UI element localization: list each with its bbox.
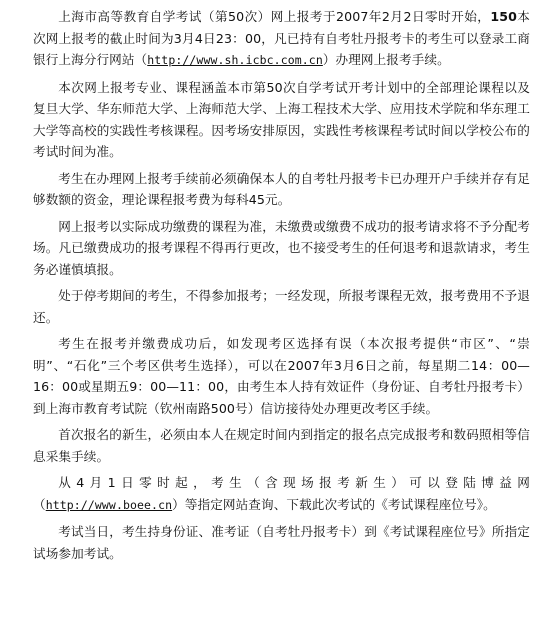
p1-number: 150 (490, 9, 517, 24)
p6-text: 考生在报考并缴费成功后，如发现考区选择有误（本次报考提供“市区”、“崇明”、“石化”三个考区供考生选择），可以在2007年3月6日之前，每星期二14：00—16：00或星期五9：00—11：00，由考生本人持有效证件（身份证、自考牡丹报考卡）到上海市教育考试院（钦州南路500号）信访接待处办理更改考区手续。 (33, 336, 530, 416)
p5-text: 处于停考期间的考生，不得参加报考；一经发现，所报考课程无效，报考费用不予退还。 (33, 288, 530, 325)
icbc-website-link[interactable]: http://www.sh.icbc.com.cn (147, 53, 323, 67)
boee-website-link[interactable]: http://www.boee.cn (45, 497, 173, 512)
p1-text-2: 本次网上报考的截止时间为3月4日23：00，凡已持有自考牡丹报考卡的考生可以登录工商银行上海分行网站（ (33, 9, 531, 67)
paragraph-courses-scope (33, 77, 530, 163)
p8-text-2: ）等指定网站查询、下载此次考试的《考试课程座位号》。 (172, 496, 496, 512)
p1-text-3: ）办理网上报考手续。 (322, 52, 450, 67)
p4-text: 网上报考以实际成功缴费的课程为准，未缴费或缴费不成功的报考请求将不予分配考场。凡已缴费成功的报考课程不得再行更改，也不接受考生的任何退考和退款请求，考生务必谨慎填报。 (33, 218, 530, 277)
p7-text: 首次报名的新生，必须由本人在规定时间内到指定的报名点完成报考和数码照相等信息采集手续。 (33, 427, 530, 464)
p3-text: 考生在办理网上报考手续前必须确保本人的自考牡丹报考卡已办理开户手续并存有足够数额的资金，理论课程报考费为每科45元。 (33, 170, 530, 207)
paragraph-region-change (33, 333, 530, 419)
paragraph-seat-number (33, 472, 530, 516)
p8-text-1: 从4月1日零时起，考生（含现场报考新生）可以登陆博益网（ (33, 475, 530, 512)
p9-text: 考试当日，考生持身份证、准考证（自考牡丹报考卡）到《考试课程座位号》所指定试场参加考试。 (33, 524, 530, 561)
paragraph-card-funds (33, 168, 530, 211)
paragraph-payment-rules (33, 216, 530, 281)
paragraph-exam-start (33, 6, 530, 72)
paragraph-new-students (33, 424, 530, 467)
paragraph-exam-day (33, 521, 530, 564)
p2-text: 本次网上报考专业、课程涵盖本市第50次自学考试开考计划中的全部理论课程以及复旦大学、华东师范大学、上海师范大学、上海工程技术大学、应用技术学院和华东理工大学等高校的实践性考核课程。因考场安排原因，实践性考核课程考试时间以学校公布的考试时间为准。 (33, 79, 530, 159)
paragraph-suspension (33, 285, 530, 328)
p1-text-1: 上海市高等教育自学考试（第50次）网上报考于2007年2月2日零时开始， (58, 9, 491, 24)
